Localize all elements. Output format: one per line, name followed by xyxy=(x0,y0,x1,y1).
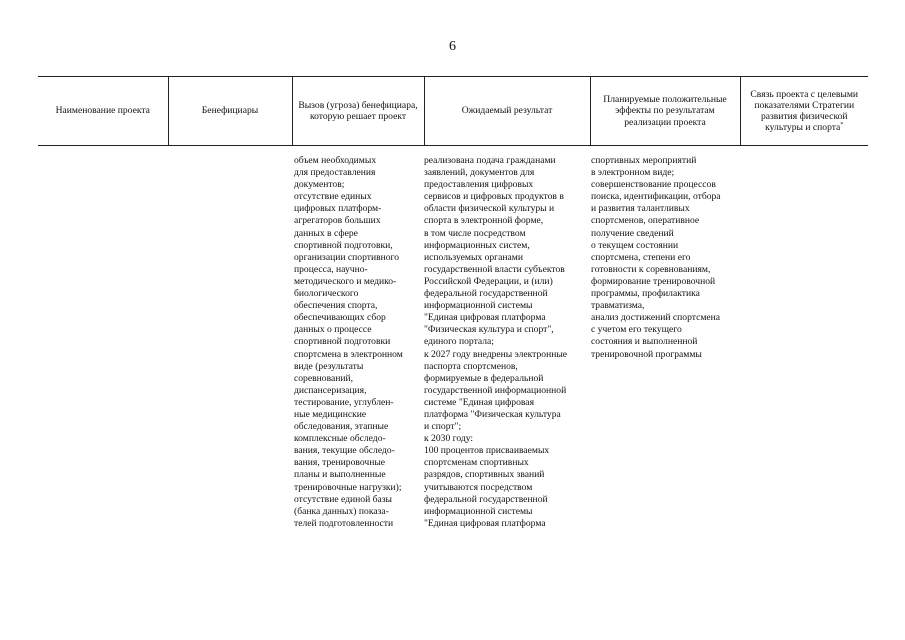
text-line: предоставления цифровых xyxy=(424,179,534,191)
text-line: вания, тренировочные xyxy=(294,457,386,469)
text-line: с учетом его текущего xyxy=(591,324,682,336)
text-line: информационных систем, xyxy=(424,239,530,251)
text-line: соревнований, xyxy=(294,372,354,384)
text-line: (банка данных) показа- xyxy=(294,505,389,517)
text-line: государственной информационной xyxy=(424,384,567,396)
text-line: заявлений, документов для xyxy=(424,167,535,179)
header-row xyxy=(38,77,868,146)
challenge-column xyxy=(294,155,403,530)
text-line: учитываются посредством xyxy=(424,481,533,493)
text-line: спортивной подготовки, xyxy=(294,239,393,251)
text-line: данных о процессе xyxy=(294,324,372,336)
text-line: ные медицинские xyxy=(294,408,367,420)
text-line: получение сведений xyxy=(591,227,674,239)
text-line: Российской Федерации, и (или) xyxy=(424,275,553,287)
text-line: агрегаторов больших xyxy=(294,215,381,227)
expected-result-column xyxy=(424,155,567,530)
text-line: спортивной подготовки xyxy=(294,336,391,348)
text-line: используемых органами xyxy=(424,251,523,263)
page-number: 6 xyxy=(449,39,456,54)
text-line: формируемые в федеральной xyxy=(424,372,544,384)
text-line: разрядов, спортивных званий xyxy=(424,469,545,481)
table-header xyxy=(38,76,868,146)
text-line: спорта в электронной форме, xyxy=(424,215,544,227)
text-line: к 2030 году: xyxy=(424,433,474,445)
text-line: 100 процентов присваиваемых xyxy=(424,445,550,457)
text-line: обследования, этапные xyxy=(294,421,389,433)
header-beneficiaries: Бенефициары xyxy=(168,77,292,146)
text-line: документов; xyxy=(294,179,345,191)
text-line: тренировочной программы xyxy=(591,348,702,360)
text-line: состояния и выполненной xyxy=(591,336,698,348)
text-line: спортивных мероприятий xyxy=(591,155,697,166)
text-line: цифровых платформ- xyxy=(294,203,382,215)
text-line: биологического xyxy=(294,288,359,300)
text-line: отсутствие единых xyxy=(294,191,372,203)
text-line: вания, текущие обследо- xyxy=(294,445,395,457)
text-line: травматизма, xyxy=(591,300,645,312)
text-line: в том числе посредством xyxy=(424,227,526,239)
text-line: процесса, научно- xyxy=(294,263,368,275)
text-line: обеспечения спорта, xyxy=(294,300,378,312)
text-line: планы и выполненные xyxy=(294,469,386,481)
text-line: телей подготовленности xyxy=(294,517,394,529)
text-line: "Физическая культура и спорт", xyxy=(424,324,554,336)
text-line: федеральной государственной xyxy=(424,493,548,505)
text-line: к 2027 году внедрены электронные xyxy=(424,348,568,360)
text-line: паспорта спортсменов, xyxy=(424,360,518,372)
text-line: спортсменам спортивных xyxy=(424,457,529,469)
footnote-mark: * xyxy=(840,122,844,129)
text-line: данных в сфере xyxy=(294,227,358,239)
text-line: реализована подача гражданами xyxy=(424,155,556,166)
text-line: "Единая цифровая платформа xyxy=(424,517,546,529)
text-line: в электронном виде; xyxy=(591,167,675,179)
text-line: диспансеризация, xyxy=(294,384,367,396)
text-line: для предоставления xyxy=(294,167,376,179)
text-line: поиска, идентификации, отбора xyxy=(591,191,721,203)
text-line: о текущем состоянии xyxy=(591,239,679,251)
text-line: программы, профилактика xyxy=(591,288,700,300)
text-line: комплексные обследо- xyxy=(294,433,386,445)
text-line: единого портала; xyxy=(424,336,494,348)
text-line: спортсменов, оперативное xyxy=(591,215,700,227)
header-strategy-link: Связь проекта с целевыми показателями Стратегии развития физической культуры и спорта* xyxy=(740,77,868,146)
text-line: и развития талантливых xyxy=(591,203,690,215)
text-line: анализ достижений спортсмена xyxy=(591,312,721,324)
text-line: системе "Единая цифровая xyxy=(424,396,534,408)
header-planned-effects: Планируемые положительные эффекты по результатам реализации проекта xyxy=(590,77,740,146)
text-line: отсутствие единой базы xyxy=(294,493,392,505)
text-line: государственной власти субъектов xyxy=(424,263,565,275)
header-challenge: Вызов (угроза) бенефициара, которую решает проект xyxy=(292,77,424,146)
text-line: организации спортивного xyxy=(294,251,400,263)
header-expected-result: Ожидаемый результат xyxy=(424,77,590,146)
text-line: спортсмена в электронном xyxy=(294,348,403,360)
text-line: области физической культуры и xyxy=(424,203,555,215)
text-line: сервисов и цифровых продуктов в xyxy=(424,191,564,203)
text-line: федеральной государственной xyxy=(424,288,548,300)
text-line: "Единая цифровая платформа xyxy=(424,312,546,324)
text-line: тренировочные нагрузки); xyxy=(294,481,402,493)
text-line: обеспечивающих сбор xyxy=(294,312,386,324)
text-line: и спорт"; xyxy=(424,421,462,433)
text-line: тестирование, углублен- xyxy=(294,396,394,408)
text-line: совершенствование процессов xyxy=(591,179,716,191)
text-line: формирование тренировочной xyxy=(591,275,716,287)
planned-effects-column xyxy=(591,155,721,361)
text-line: методического и медико- xyxy=(294,275,397,287)
text-line: виде (результаты xyxy=(294,360,364,372)
text-line: готовности к соревнованиям, xyxy=(591,263,711,275)
text-line: информационной системы xyxy=(424,300,533,312)
text-line: платформа "Физическая культура xyxy=(424,408,561,420)
text-line: информационной системы xyxy=(424,505,533,517)
text-line: объем необходимых xyxy=(294,155,377,166)
header-project-name: Наименование проекта xyxy=(38,77,168,146)
text-line: спортсмена, степени его xyxy=(591,251,691,263)
